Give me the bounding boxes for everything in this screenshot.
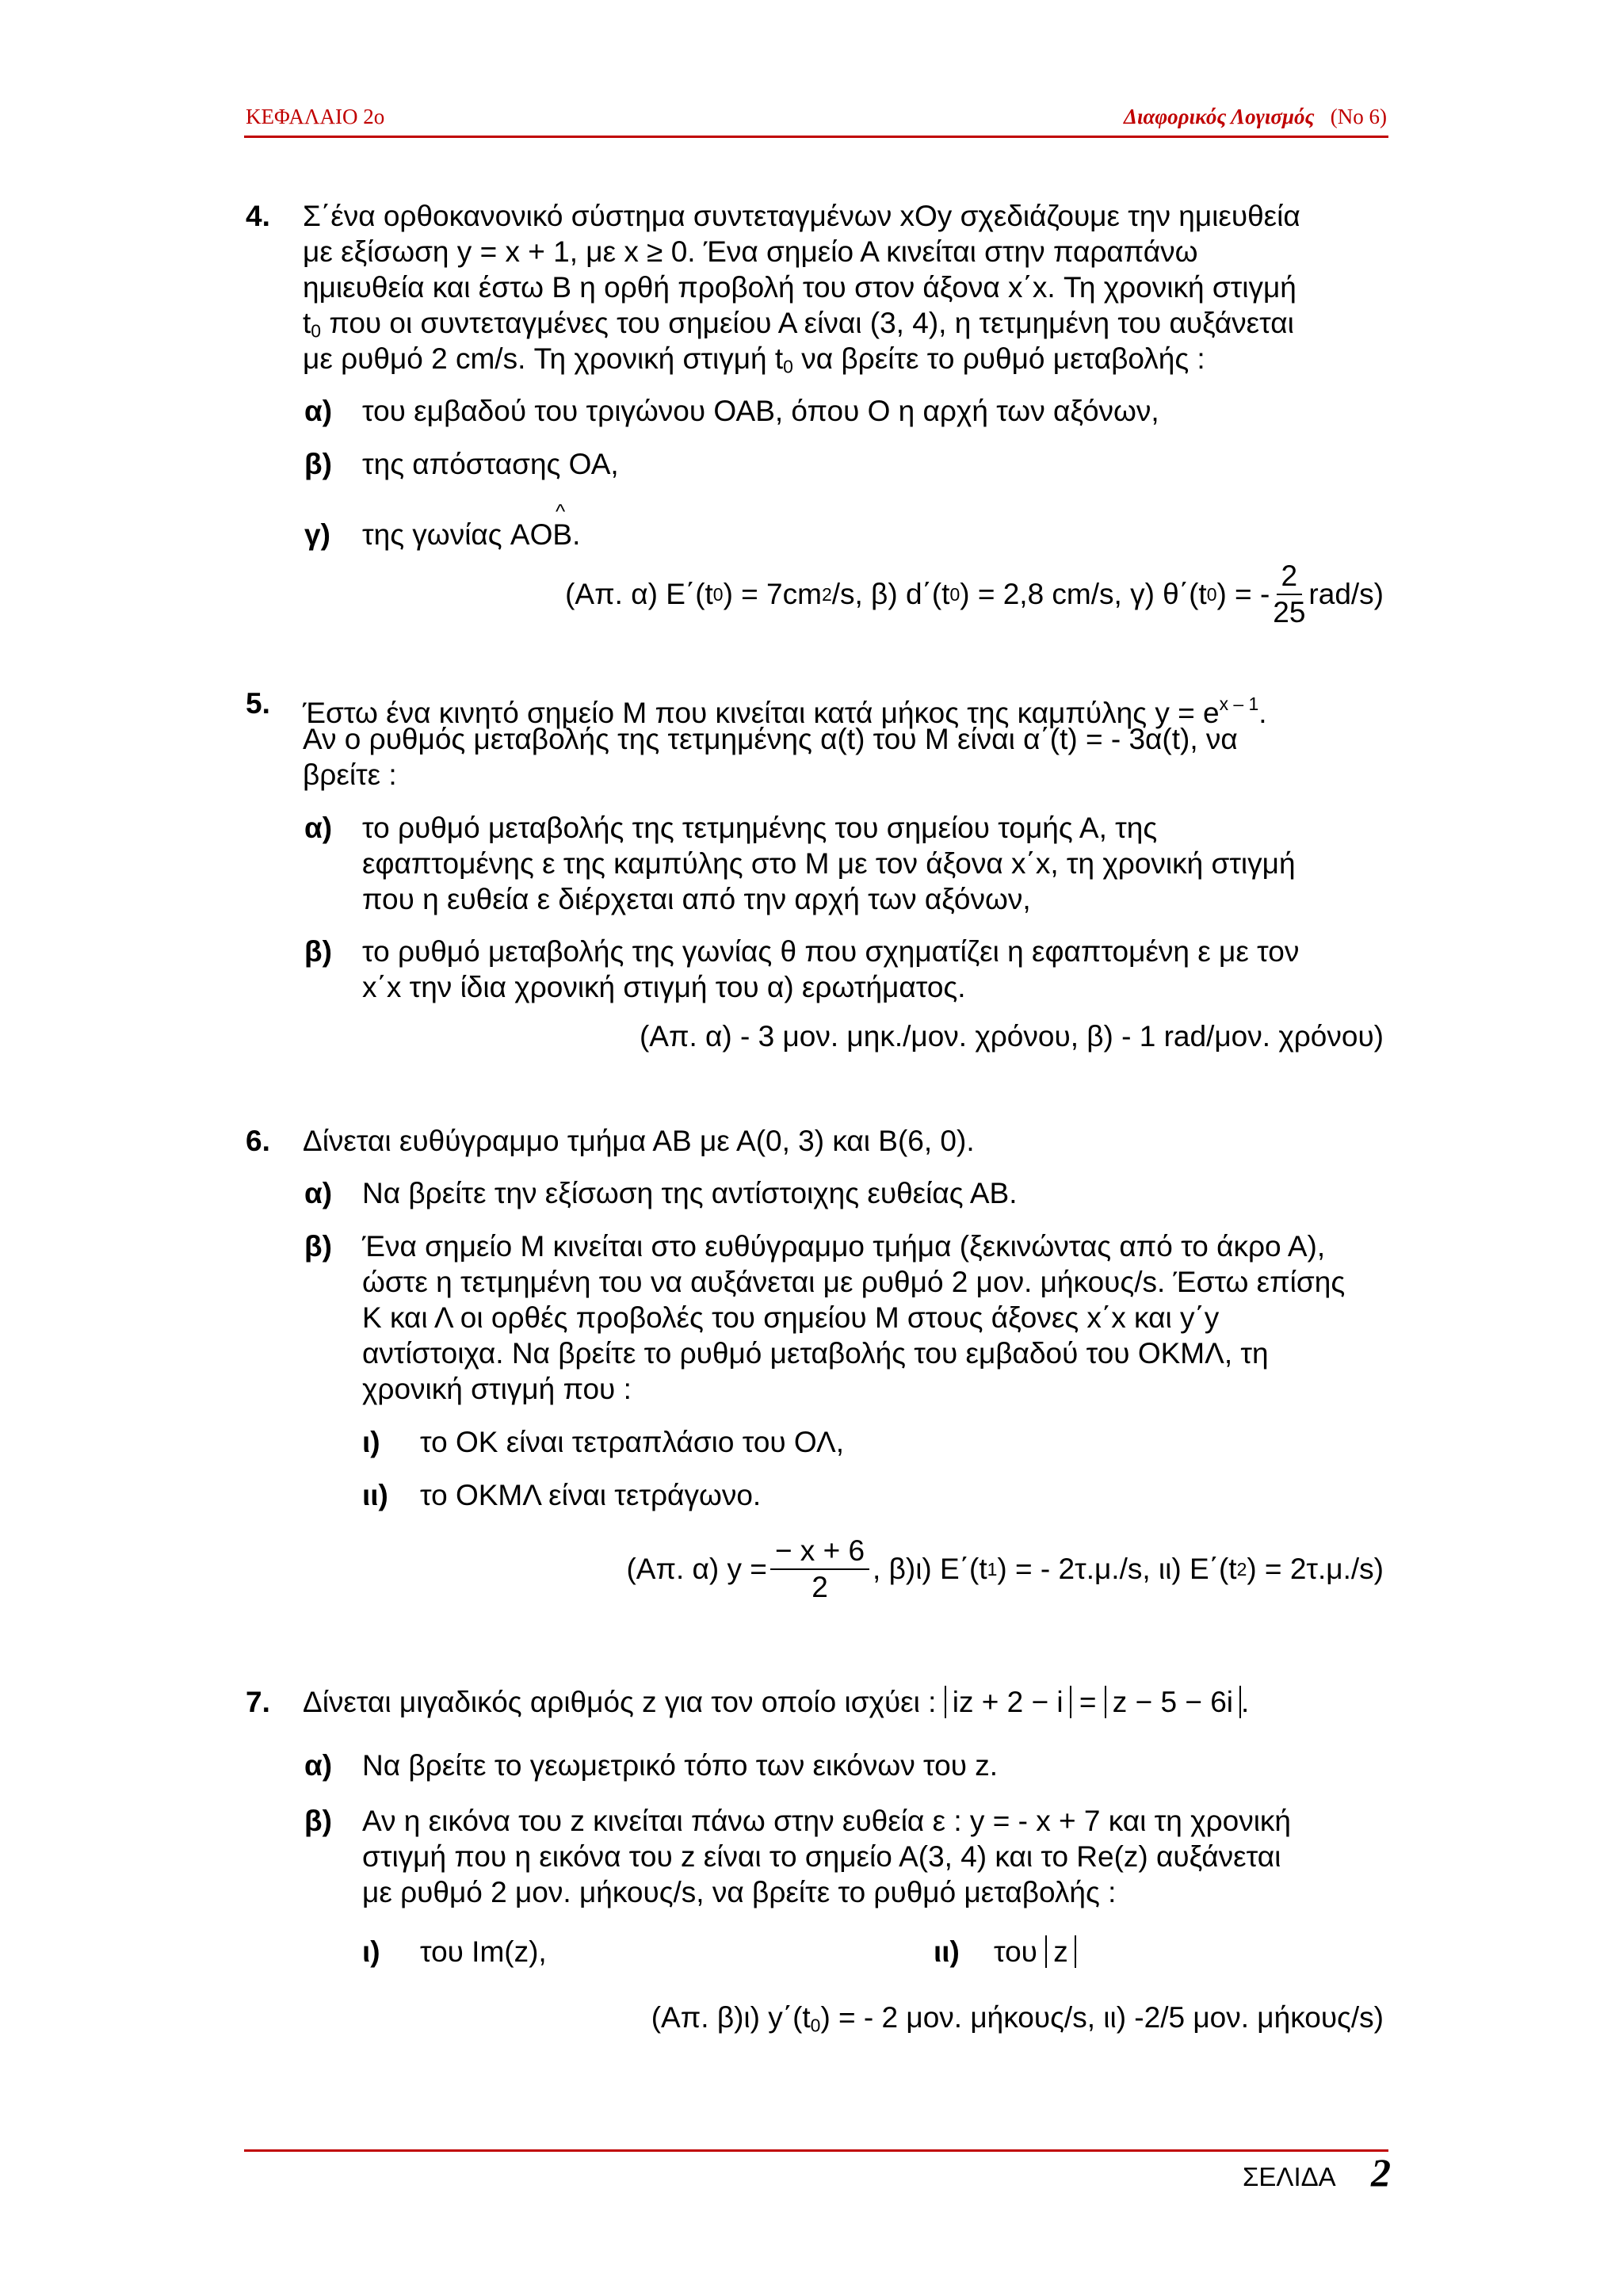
q6-b-line-3: Κ και Λ οι ορθές προβολές του σημείου Μ στους άξονες x΄x και y΄y bbox=[362, 1301, 1220, 1334]
q5-line-1: Έστω ένα κινητό σημείο Μ που κινείται κατά μήκος της καμπύλης $y = e^{x - 1}$. bbox=[303, 693, 1267, 730]
q6-i-text: το ΟΚ είναι τετραπλάσιο του ΟΛ, bbox=[420, 1426, 845, 1458]
q6-b-line-1: Ένα σημείο Μ κινείται στο ευθύγραμμο τμήμα (ξεκινώντας από το άκρο Α), bbox=[362, 1230, 1326, 1263]
q4-line-5: με ρυθμό 2 cm/s. Τη χρονική στιγμή $t_0$ να βρείτε το ρυθμό μεταβολής : bbox=[303, 342, 1205, 377]
q5-line-2: Αν ο ρυθμός μεταβολής της τετμημένης α(t) του Μ είναι α΄(t) = - 3α(t), να bbox=[303, 723, 1238, 755]
q7-i-label: ι) bbox=[362, 1935, 380, 1968]
chapter-label: ΚΕΦΑΛΑΙΟ 2ο bbox=[246, 105, 385, 128]
q4-line-4: $t_0$ που οι συντεταγμένες του σημείου Α είναι (3, 4), η τετμημένη του αυξάνεται bbox=[303, 307, 1294, 342]
q5-b-line-2: x΄x την ίδια χρονική στιγμή του α) ερωτήματος. bbox=[362, 971, 966, 1003]
q7-b-label: β) bbox=[304, 1805, 332, 1837]
page-number: 2 bbox=[1371, 2150, 1391, 2195]
q7-b-line-1: Αν η εικόνα του z κινείται πάνω στην ευθεία ε : y = - x + 7 και τη χρονική bbox=[362, 1805, 1291, 1837]
q6-answer: (Απ. α) y = $\frac{- x + 6}{2}$ , β)ι) Ε΄(t 1 ) = - 2τ.μ./s, ιι) Ε΄(t 2 ) = 2τ.μ./s) bbox=[626, 1534, 1384, 1603]
q6-b-line-2: ώστε η τετμημένη του να αυξάνεται με ρυθμό 2 μον. μήκους/s. Έστω επίσης bbox=[362, 1266, 1346, 1298]
q5-a-label: α) bbox=[304, 812, 333, 844]
q4-line-1: Σ΄ένα ορθοκανονικό σύστημα συντεταγμένων xOy σχεδιάζουμε την ημιευθεία bbox=[303, 200, 1300, 232]
abs-expression-1: iz + 2 − i bbox=[945, 1686, 1071, 1718]
q5-b-label: β) bbox=[304, 935, 332, 968]
q7-ii-label: ιι) bbox=[934, 1935, 960, 1968]
q7-b-line-3: με ρυθμό 2 μον. μήκους/s, να βρείτε το ρυθμό μεταβολής : bbox=[362, 1876, 1117, 1908]
abs-z: z bbox=[1045, 1935, 1076, 1968]
q4-a-text: του εμβαδού του τριγώνου ΟΑΒ, όπου Ο η αρχή των αξόνων, bbox=[362, 395, 1159, 427]
page-label: ΣΕΛΙΔΑ bbox=[1243, 2162, 1336, 2191]
q7-line-1: Δίνεται μιγαδικός αριθμός z για τον οποίο ισχύει : iz + 2 − i = z − 5 − 6i . bbox=[303, 1686, 1250, 1718]
q6-b-line-5: χρονική στιγμή που : bbox=[362, 1373, 632, 1405]
q6-number: 6. bbox=[246, 1125, 270, 1157]
q6-i-label: ι) bbox=[362, 1426, 380, 1458]
q6-b-line-4: αντίστοιχα. Να βρείτε το ρυθμό μεταβολής του εμβαδού του ΟΚΜΛ, τη bbox=[362, 1337, 1269, 1370]
q4-b-text: της απόστασης ΟΑ, bbox=[362, 448, 619, 480]
q5-a-line-2: εφαπτομένης ε της καμπύλης στο Μ με τον άξονα x΄x, τη χρονική στιγμή bbox=[362, 847, 1296, 880]
q7-answer: (Απ. β)ι) $y΄(t_0)$ = - 2 μον. μήκους/s, ιι) -2/5 μον. μήκους/s) bbox=[651, 2001, 1384, 2036]
q7-a-text: Να βρείτε το γεωμετρικό τόπο των εικόνων του z. bbox=[362, 1749, 999, 1782]
q5-line-3: βρείτε : bbox=[303, 758, 397, 791]
q4-number: 4. bbox=[246, 200, 270, 232]
q4-a-label: α) bbox=[304, 395, 333, 427]
q4-answer: (Απ. α) Ε΄(t 0 ) = 7cm 2 /s, β) d΄(t 0 ) = 2,8 cm/s, γ) θ΄(t 0 ) = - $\frac{2}{25}$ rad/s) bbox=[565, 560, 1384, 628]
q5-answer: (Απ. α) - 3 μον. μηκ./μον. χρόνου, β) - 1 rad/μον. χρόνου) bbox=[639, 1020, 1384, 1052]
abs-expression-2: z − 5 − 6i bbox=[1105, 1686, 1241, 1718]
q6-line-1: Δίνεται ευθύγραμμο τμήμα ΑΒ με Α(0, 3) και Β(6, 0). bbox=[303, 1125, 975, 1157]
angle-hat: ^ bbox=[556, 499, 566, 523]
topic-title: Διαφορικός Λογισμός bbox=[1124, 105, 1315, 128]
q7-i-text: του Im(z), bbox=[420, 1935, 547, 1968]
q6-ii-text: το ΟΚΜΛ είναι τετράγωνο. bbox=[420, 1479, 762, 1511]
q4-line-3: ημιευθεία και έστω Β η ορθή προβολή του στον άξονα x΄x. Τη χρονική στιγμή bbox=[303, 271, 1296, 304]
q6-answer-fraction: $\frac{- x + 6}{2}$ bbox=[770, 1534, 869, 1605]
q6-b-label: β) bbox=[304, 1230, 332, 1263]
q4-c-text: της γωνίας AOB. bbox=[362, 518, 581, 551]
q5-a-line-1: το ρυθμό μεταβολής της τετμημένης του σημείου τομής Α, της bbox=[362, 812, 1158, 844]
footer-rule bbox=[244, 2149, 1388, 2152]
q4-b-label: β) bbox=[304, 448, 332, 480]
sheet-number: (Νο 6) bbox=[1330, 105, 1387, 128]
q7-number: 7. bbox=[246, 1686, 270, 1718]
q5-b-line-1: το ρυθμό μεταβολής της γωνίας θ που σχηματίζει η εφαπτομένη ε με τον bbox=[362, 935, 1300, 968]
angle-aob: AOB bbox=[510, 518, 573, 551]
q4-answer-fraction: $\frac{2}{25}$ bbox=[1273, 560, 1306, 628]
q7-ii-text: του z bbox=[994, 1934, 1076, 1970]
q6-a-text: Να βρείτε την εξίσωση της αντίστοιχης ευθείας ΑΒ. bbox=[362, 1177, 1018, 1209]
q7-a-label: α) bbox=[304, 1749, 333, 1782]
q5-a-line-3: που η ευθεία ε διέρχεται από την αρχή των αξόνων, bbox=[362, 883, 1031, 915]
q4-c-label: γ) bbox=[304, 518, 330, 551]
q6-ii-label: ιι) bbox=[362, 1479, 388, 1511]
q7-b-line-2: στιγμή που η εικόνα του z είναι το σημείο Α(3, 4) και το Re(z) αυξάνεται bbox=[362, 1840, 1281, 1873]
q4-line-2: με εξίσωση y = x + 1, με x ≥ 0. Ένα σημείο Α κινείται στην παραπάνω bbox=[303, 235, 1198, 268]
q5-number: 5. bbox=[246, 687, 270, 720]
q6-a-label: α) bbox=[304, 1177, 333, 1209]
